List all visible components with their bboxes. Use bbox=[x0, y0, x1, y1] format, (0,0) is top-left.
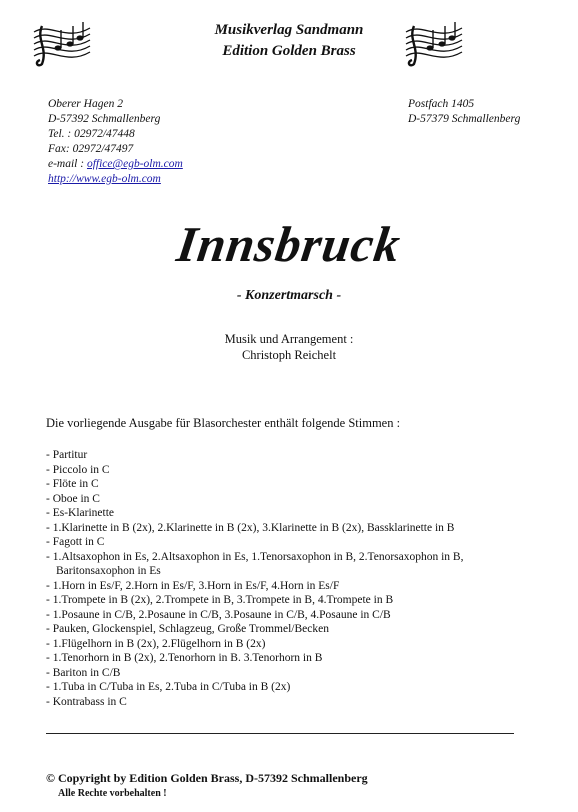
credits-label: Musik und Arrangement : bbox=[224, 332, 354, 346]
part-text: - 1.Horn in Es/F, 2.Horn in Es/F, 3.Horn in Es/F, 4.Horn in Es/F bbox=[46, 579, 340, 592]
credits bbox=[0, 331, 578, 363]
part-text: - Oboe in C bbox=[46, 492, 100, 505]
part-text: - 1.Tuba in C/Tuba in Es, 2.Tuba in C/Tuba in B (2x) bbox=[46, 681, 291, 693]
list-item bbox=[46, 695, 463, 710]
part-text: - 1.Posaune in C/B, 2.Posaune in C/B, 3.Posaune in C/B, 4.Posaune in C/B bbox=[46, 608, 391, 621]
list-item bbox=[46, 492, 463, 507]
list-item bbox=[46, 622, 463, 637]
parts-intro: Die vorliegende Ausgabe für Blasorchester enthält folgende Stimmen : bbox=[46, 416, 401, 430]
copyright-notice: © Copyright by Edition Golden Brass, D-57392 Schmallenberg bbox=[46, 771, 368, 785]
part-text: - Partitur bbox=[46, 449, 88, 461]
list-item bbox=[46, 608, 463, 623]
piece-subtitle: - Konzertmarsch - bbox=[236, 288, 342, 303]
list-item bbox=[46, 477, 463, 492]
part-text-continued: Baritonsaxophon in Es bbox=[56, 565, 161, 577]
list-item bbox=[46, 550, 463, 579]
part-text: - Flöte in C bbox=[46, 478, 99, 490]
email-link[interactable]: office@egb-olm.com bbox=[86, 158, 183, 170]
address-city: D-57392 Schmallenberg bbox=[48, 113, 161, 125]
rights-reserved: Alle Rechte vorbehalten ! bbox=[58, 788, 167, 799]
list-item bbox=[46, 535, 463, 550]
publisher-header bbox=[0, 20, 578, 62]
publisher-edition: Edition Golden Brass bbox=[222, 43, 356, 59]
postbox-city: D-57379 Schmallenberg bbox=[408, 113, 521, 125]
publisher-name: Musikverlag Sandmann bbox=[214, 22, 364, 38]
email-line bbox=[48, 157, 183, 172]
list-item bbox=[46, 593, 463, 608]
postbox: Postfach 1405 bbox=[408, 98, 475, 110]
list-item bbox=[46, 448, 463, 463]
address-street: Oberer Hagen 2 bbox=[48, 98, 123, 110]
contact-block bbox=[48, 97, 183, 187]
part-text: - Piccolo in C bbox=[46, 463, 110, 476]
footer-divider bbox=[46, 733, 514, 734]
part-text: - Bariton in C/B bbox=[46, 666, 121, 679]
list-item bbox=[46, 579, 463, 594]
part-text: - 1.Flügelhorn in B (2x), 2.Flügelhorn in B (2x) bbox=[46, 637, 266, 650]
list-item bbox=[46, 651, 463, 666]
part-text: - Kontrabass in C bbox=[46, 695, 127, 708]
list-item bbox=[46, 680, 463, 695]
part-text: - Fagott in C bbox=[46, 536, 105, 548]
parts-list bbox=[46, 448, 463, 709]
email-label: e-mail : bbox=[48, 158, 87, 170]
list-item bbox=[46, 637, 463, 652]
list-item bbox=[46, 463, 463, 478]
part-text: - 1.Altsaxophon in Es, 2.Altsaxophon in Es, 1.Tenorsaxophon in B, 2.Tenorsaxophon in B, bbox=[46, 550, 464, 563]
part-text: - Es-Klarinette bbox=[46, 507, 115, 519]
website-link[interactable]: http://www.egb-olm.com bbox=[48, 173, 161, 185]
fax-number: Fax: 02972/47497 bbox=[48, 143, 134, 155]
phone-number: Tel. : 02972/47448 bbox=[48, 128, 135, 140]
part-text: - 1.Tenorhorn in B (2x), 2.Tenorhorn in B. 3.Tenorhorn in B bbox=[46, 652, 323, 664]
list-item bbox=[46, 506, 463, 521]
part-text: - Pauken, Glockenspiel, Schlagzeug, Große Trommel/Becken bbox=[46, 623, 329, 635]
composer-name: Christoph Reichelt bbox=[241, 348, 337, 362]
postbox-block bbox=[408, 97, 520, 127]
part-text: - 1.Klarinette in B (2x), 2.Klarinette in B (2x), 3.Klarinette in B (2x), Bassklarinette in B bbox=[46, 521, 455, 534]
list-item bbox=[46, 521, 463, 536]
part-text: - 1.Trompete in B (2x), 2.Trompete in B, 3.Trompete in B, 4.Trompete in B bbox=[46, 594, 394, 606]
list-item bbox=[46, 666, 463, 681]
piece-title: Innsbruck bbox=[173, 216, 405, 272]
